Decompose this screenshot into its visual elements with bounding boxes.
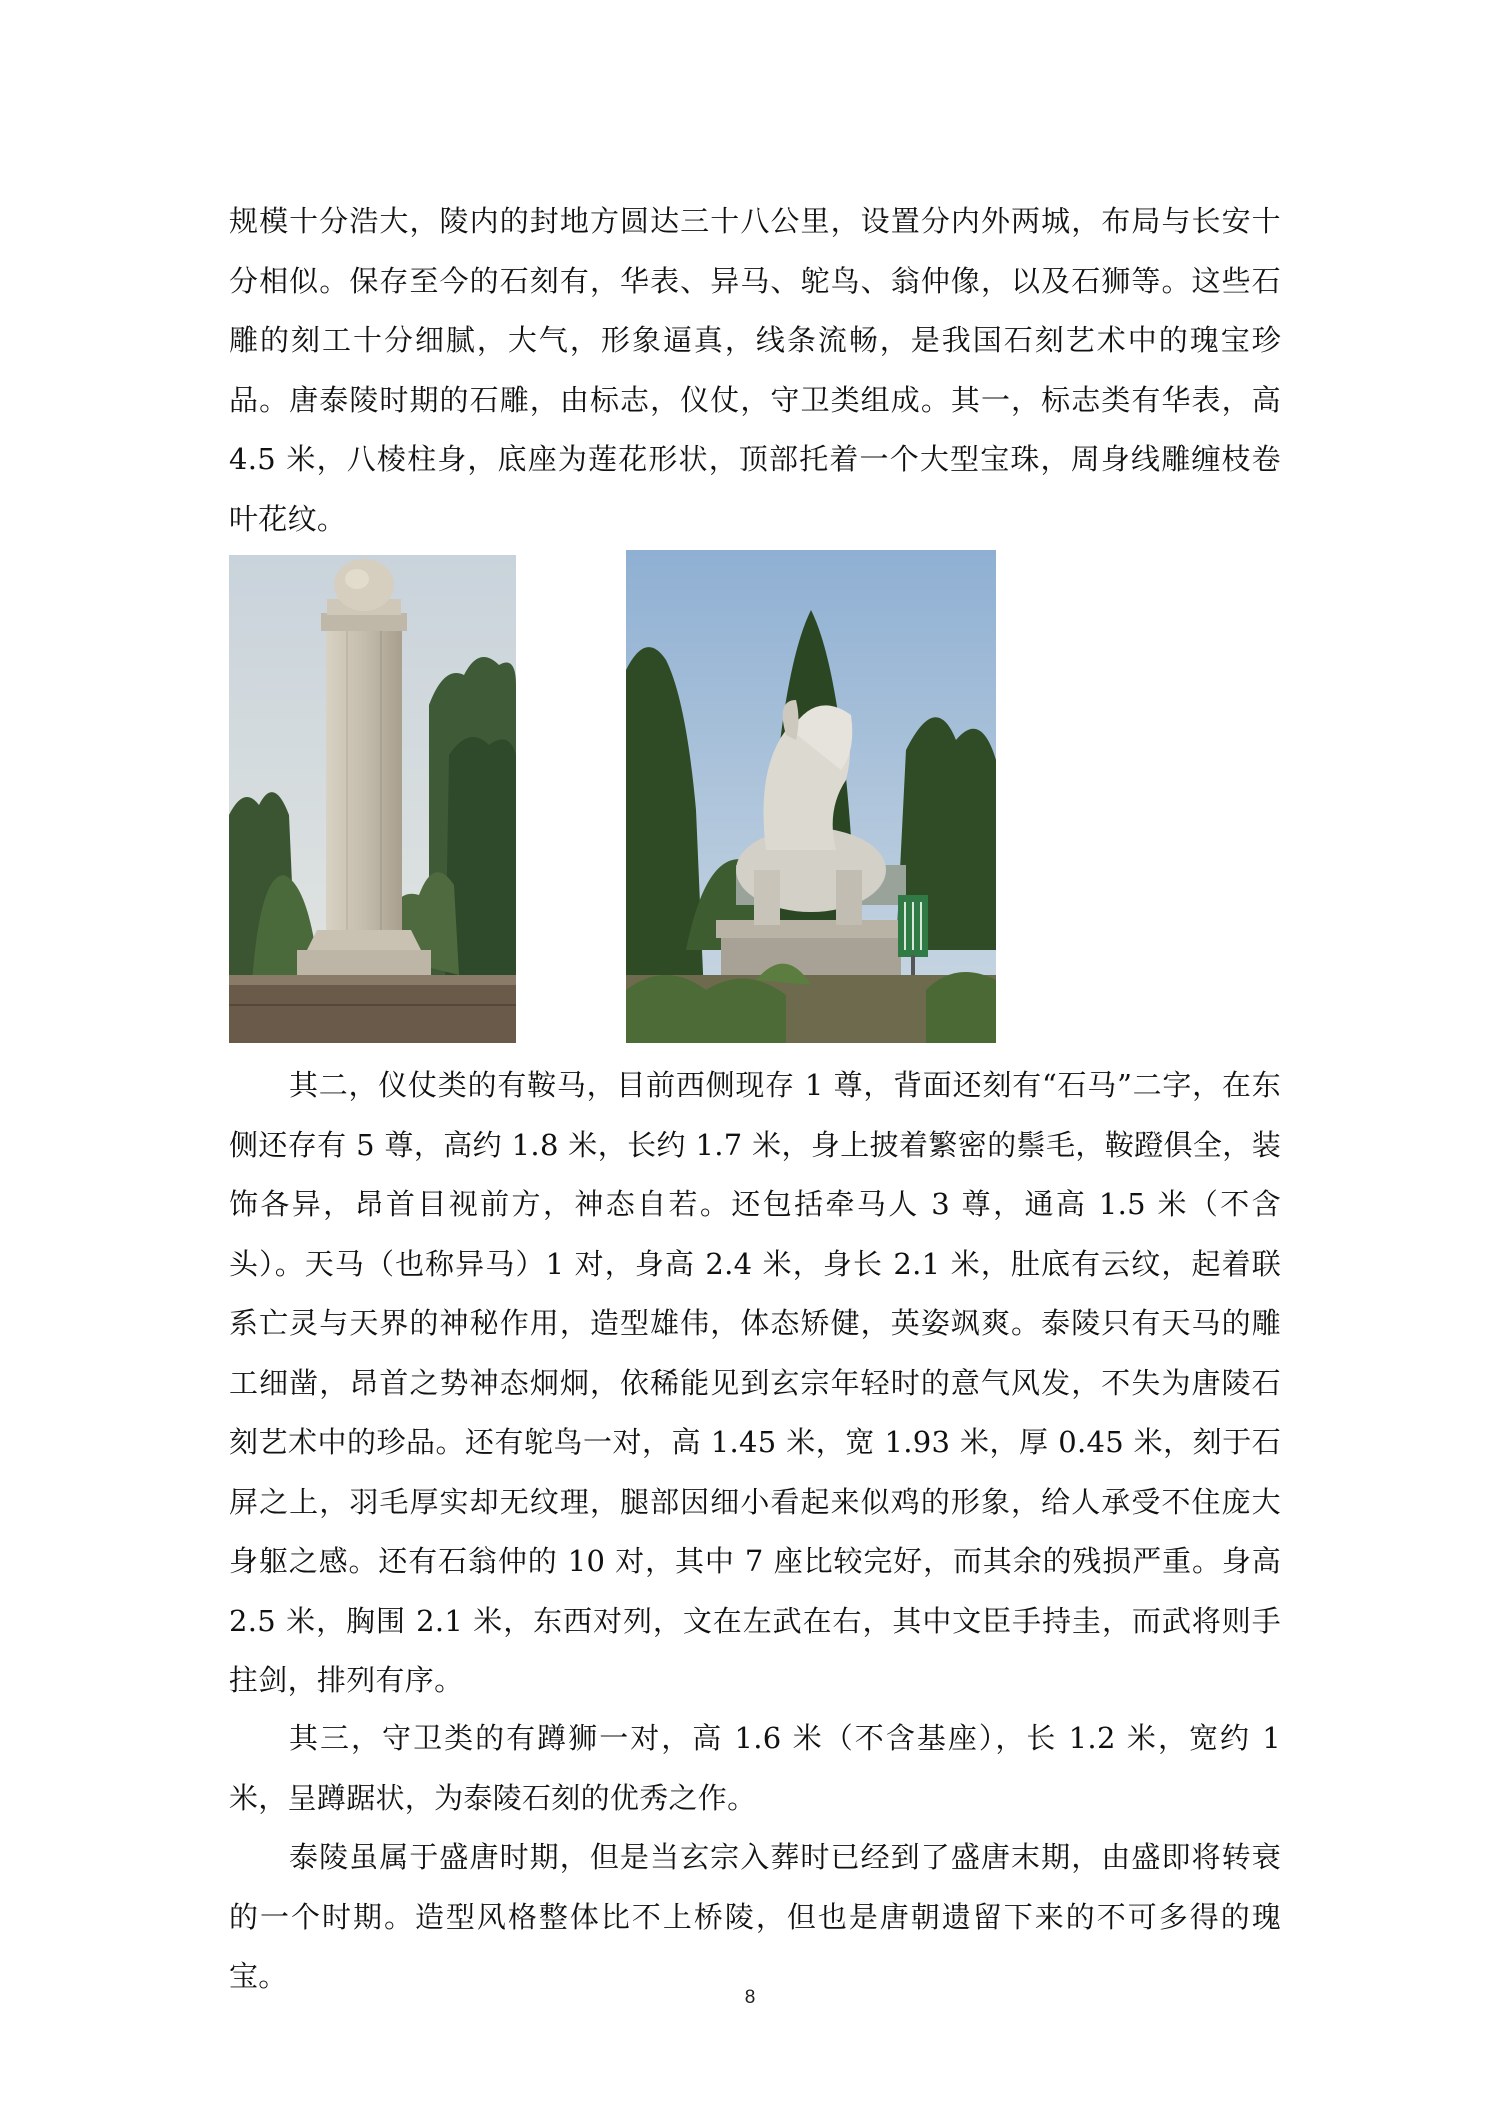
stone-horse-photo bbox=[626, 550, 996, 1043]
paragraph-ceremonial-guard: 其二，仪仗类的有鞍马，目前西侧现存 1 尊，背面还刻有“石马”二字，在东侧还存有 5 尊，高约 1.8 米，长约 1.7 米，身上披着繁密的鬃毛，鞍蹬俱全，装饰各异，昂首目视前方，神态自若。还包括牵马人 3 尊，通高 1.5 米（不含头）。天马（也称异马）1 对，身高 2.4 米，身长 2.1 米，肚底有云纹，起着联系亡灵与天界的神秘作用，造型雄伟，体态矫健，英姿飒爽。泰陵只有天马的雕工细凿，昂首之势神态炯炯，依稀能见到玄宗年轻时的意气风发，不失为唐陵石刻艺术中的珍品。还有鸵鸟一对，高 1.45 米，宽 1.93 米，厚 0.45 米，刻于石屏之上，羽毛厚实却无纹理，腿部因细小看起来似鸡的形象，给人承受不住庞大身躯之感。还有石翁仲的 10 对，其中 7 座比较完好，而其余的残损严重。身高 2.5 米，胸围 2.1 米，东西对列，文在左武在右，其中文臣手持圭，而武将则手拄剑，排列有序。 bbox=[229, 1068, 1281, 1697]
paragraph-guard-lions: 其三，守卫类的有蹲狮一对，高 1.6 米（不含基座），长 1.2 米，宽约 1 米，呈蹲踞状，为泰陵石刻的优秀之作。 bbox=[229, 1721, 1281, 1815]
page-number: 8 bbox=[744, 1987, 756, 2008]
paragraph-conclusion: 泰陵虽属于盛唐时期，但是当玄宗入葬时已经到了盛唐末期，由盛即将转衰的一个时期。造型风格整体比不上桥陵，但也是唐朝遗留下来的不可多得的瑰宝。 bbox=[229, 1840, 1281, 1993]
stone-pillar-photo bbox=[229, 555, 516, 1043]
paragraph-intro: 规模十分浩大，陵内的封地方圆达三十八公里，设置分内外两城，布局与长安十分相似。保存至今的石刻有，华表、异马、鸵鸟、翁仲像，以及石狮等。这些石雕的刻工十分细腻，大气，形象逼真，线条流畅，是我国石刻艺术中的瑰宝珍品。唐泰陵时期的石雕，由标志，仪仗，守卫类组成。其一，标志类有华表，高 4.5 米，八棱柱身，底座为莲花形状，顶部托着一个大型宝珠，周身线雕缠枝卷叶花纹。 bbox=[229, 204, 1281, 536]
